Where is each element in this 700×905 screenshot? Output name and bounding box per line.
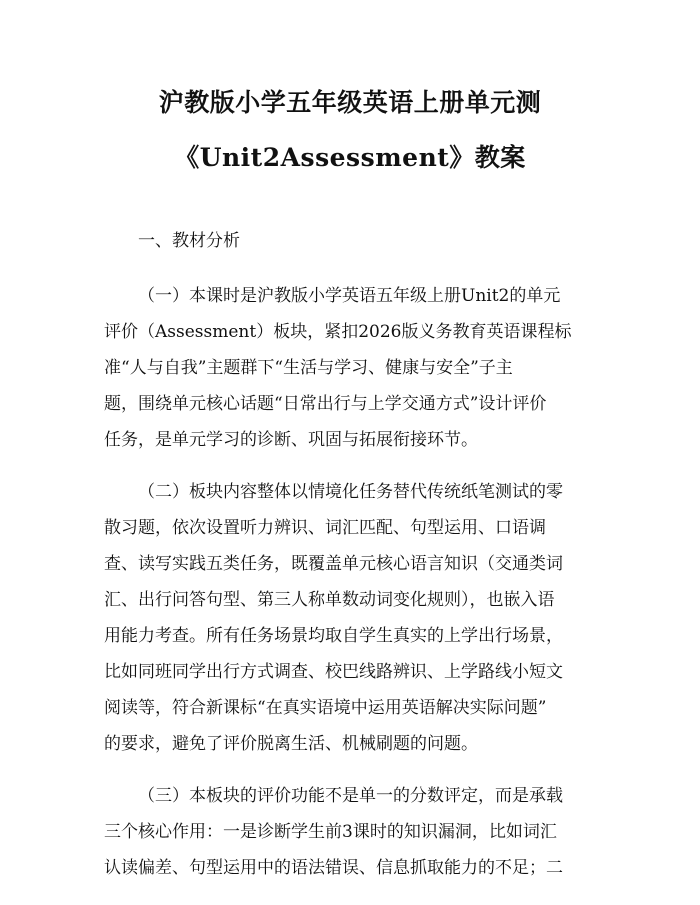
paragraph-line: 认读偏差、句型运用中的语法错误、信息抓取能力的不足；二	[104, 858, 563, 878]
paragraph-line: 评价（Assessment）板块，紧扣2026版义务教育英语课程标	[104, 322, 572, 342]
paragraph-line: （二）板块内容整体以情境化任务替代传统纸笔测试的零	[138, 482, 563, 502]
document-title	[104, 78, 596, 183]
paragraph-line: （三）本板块的评价功能不是单一的分数评定，而是承载	[138, 786, 563, 806]
paragraph-line: 比如同班同学出行方式调查、校巴线路辨识、上学路线小短文	[104, 662, 563, 682]
paragraph-2	[104, 474, 596, 762]
paragraph-1	[104, 278, 596, 458]
section-heading-textbook-analysis: 一、教材分析	[138, 231, 240, 251]
paragraph-3	[104, 778, 596, 886]
paragraph-line: 汇、出行问答句型、第三人称单数动词变化规则），也嵌入语	[104, 590, 555, 610]
paragraph-line: 准“人与自我”主题群下“生活与学习、健康与安全”子主	[104, 358, 513, 378]
paragraph-line: 用能力考查。所有任务场景均取自学生真实的上学出行场景，	[104, 626, 563, 646]
paragraph-line: 查、读写实践五类任务，既覆盖单元核心语言知识（交通类词	[104, 554, 563, 574]
paragraph-line: 题，围绕单元核心话题“日常出行与上学交通方式”设计评价	[104, 394, 547, 414]
paragraph-line: 散习题，依次设置听力辨识、词汇匹配、句型运用、口语调	[104, 518, 546, 538]
paragraph-line: 阅读等，符合新课标“在真实语境中运用英语解决实际问题”	[104, 698, 547, 718]
title-line-1: 沪教版小学五年级英语上册单元测	[158, 88, 542, 117]
paragraph-line: 的要求，避免了评价脱离生活、机械刷题的问题。	[104, 734, 478, 754]
paragraph-line: （一）本课时是沪教版小学英语五年级上册Unit2的单元	[138, 286, 561, 306]
title-line-2: 《Unit2Assessment》教案	[174, 143, 526, 172]
paragraph-line: 三个核心作用：一是诊断学生前3课时的知识漏洞，比如词汇	[104, 822, 557, 842]
paragraph-line: 任务，是单元学习的诊断、巩固与拓展衔接环节。	[104, 430, 478, 450]
